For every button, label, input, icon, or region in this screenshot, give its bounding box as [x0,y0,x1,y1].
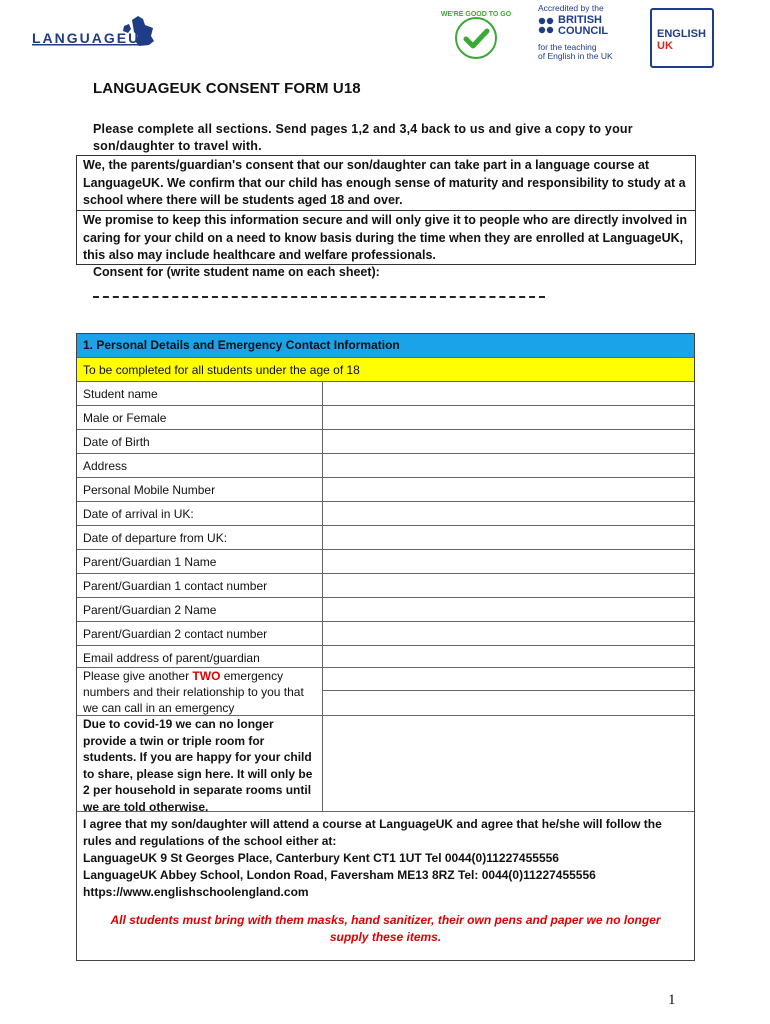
emergency-post: emergency numbers and their relationship to you that we can call in an emergency [83,669,304,715]
field-label: Male or Female [83,411,167,425]
table-row [77,454,694,478]
table-row [77,550,694,574]
intro-text: Please complete all sections. Send pages 1,2 and 3,4 back to us and give a copy to your son/daughter to travel with. [93,122,633,153]
euk-line1: ENGLISH [657,28,706,40]
bc-accredited-text: Accredited by the [538,3,604,13]
page-number: 1 [668,992,676,1008]
section-header-row [77,334,694,358]
student-name-field[interactable] [322,382,694,405]
english-uk-logo [650,8,714,68]
languageuk-logo [32,14,162,54]
date-of-birth-field[interactable] [322,430,694,453]
table-row [77,478,694,502]
agreement-line-4[interactable]: https://www.englishschoolengland.com [83,885,309,899]
supplies-notice: All students must bring with them masks, hand sanitizer, their own pens and paper we no longer supply these items. [110,913,661,944]
mobile-number-field[interactable] [322,478,694,501]
field-label: Parent/Guardian 2 contact number [83,627,268,641]
address-field[interactable] [322,454,694,477]
euk-line2: UK [657,40,673,52]
gender-field[interactable] [322,406,694,429]
guardian1-contact-field[interactable] [322,574,694,597]
arrival-date-field[interactable] [322,502,694,525]
emergency-row [77,668,694,716]
emergency-pre: Please give another [83,669,193,683]
consent-statement-box [76,155,696,265]
emergency-values [322,668,694,715]
agreement-line-2: LanguageUK 9 St Georges Place, Canterbury Kent CT1 1UT Tel 0044(0)11227455556 [83,851,559,865]
section-title: 1. Personal Details and Emergency Contact Information [83,338,400,352]
emergency-contact-1-field[interactable] [323,668,694,691]
table-row [77,622,694,646]
agreement-line-3: LanguageUK Abbey School, London Road, Faversham ME13 8RZ Tel: 0044(0)11227455556 [83,868,596,882]
under18-note: To be completed for all students under the age of 18 [83,363,360,377]
covid-row [77,716,694,812]
field-label: Parent/Guardian 1 Name [83,555,217,569]
field-label: Date of departure from UK: [83,531,228,545]
field-label: Date of arrival in UK: [83,507,194,521]
british-council-logo [538,4,638,64]
emergency-two: TWO [192,669,221,683]
field-label: Email address of parent/guardian [83,651,260,665]
table-row [77,406,694,430]
consent-paragraph-1: We, the parents/guardian's consent that our son/daughter can take part in a language course at LanguageUK. We confirm that our child has enough sense of maturity and responsibility to study at a school where there will be students aged 18 and over. [77,156,695,211]
guardian2-contact-field[interactable] [322,622,694,645]
student-name-line[interactable] [93,296,545,300]
table-row [77,646,694,668]
bc-dots-icon [538,17,554,35]
agreement-line-1: I agree that my son/daughter will attend a course at LanguageUK and agree that he/she will follow the rules and regulations of the school either at: [83,817,662,848]
logo-text: LANGUAGEUK [32,30,153,46]
under18-row [77,358,694,382]
bc-teaching-line1: for the teaching [538,42,597,52]
covid-signature-field[interactable] [322,716,694,811]
guardian1-name-field[interactable] [322,550,694,573]
emergency-label [83,668,319,716]
table-row [77,526,694,550]
field-label: Date of Birth [83,435,150,449]
field-label: Student name [83,387,158,401]
bc-name-line1: BRITISH [558,14,602,26]
emergency-contact-2-field[interactable] [323,691,694,716]
bc-teaching-line2: of English in the UK [538,51,613,61]
field-label: Parent/Guardian 1 contact number [83,579,268,593]
field-label: Parent/Guardian 2 Name [83,603,217,617]
table-row [77,574,694,598]
consent-paragraph-2: We promise to keep this information secure and will only give it to people who are directly involved in caring for your child on a need to know basis during the time when they are enrolled at LanguageUK, this also may include healthcare and welfare professionals. [83,213,688,262]
good-to-go-text: WE'RE GOOD TO GO [440,11,512,18]
table-row [77,382,694,406]
guardian2-name-field[interactable] [322,598,694,621]
table-row [77,502,694,526]
form-title: LANGUAGEUK CONSENT FORM U18 [93,80,361,97]
departure-date-field[interactable] [322,526,694,549]
agreement-block [77,812,694,905]
bc-name-line2: COUNCIL [558,25,609,37]
table-row [77,598,694,622]
field-label: Address [83,459,128,473]
good-to-go-badge [440,6,512,66]
covid-text: Due to covid-19 we can no longer provide a twin or triple room for students. If you are happy for your child to share, please sign here. It will only be 2 per household in separate rooms until we are told otherwise. [83,717,313,814]
consent-for-label: Consent for (write student name on each sheet): [93,265,380,279]
guardian-email-field[interactable] [322,646,694,667]
field-label: Personal Mobile Number [83,483,216,497]
personal-details-table [76,333,695,961]
table-row [77,430,694,454]
